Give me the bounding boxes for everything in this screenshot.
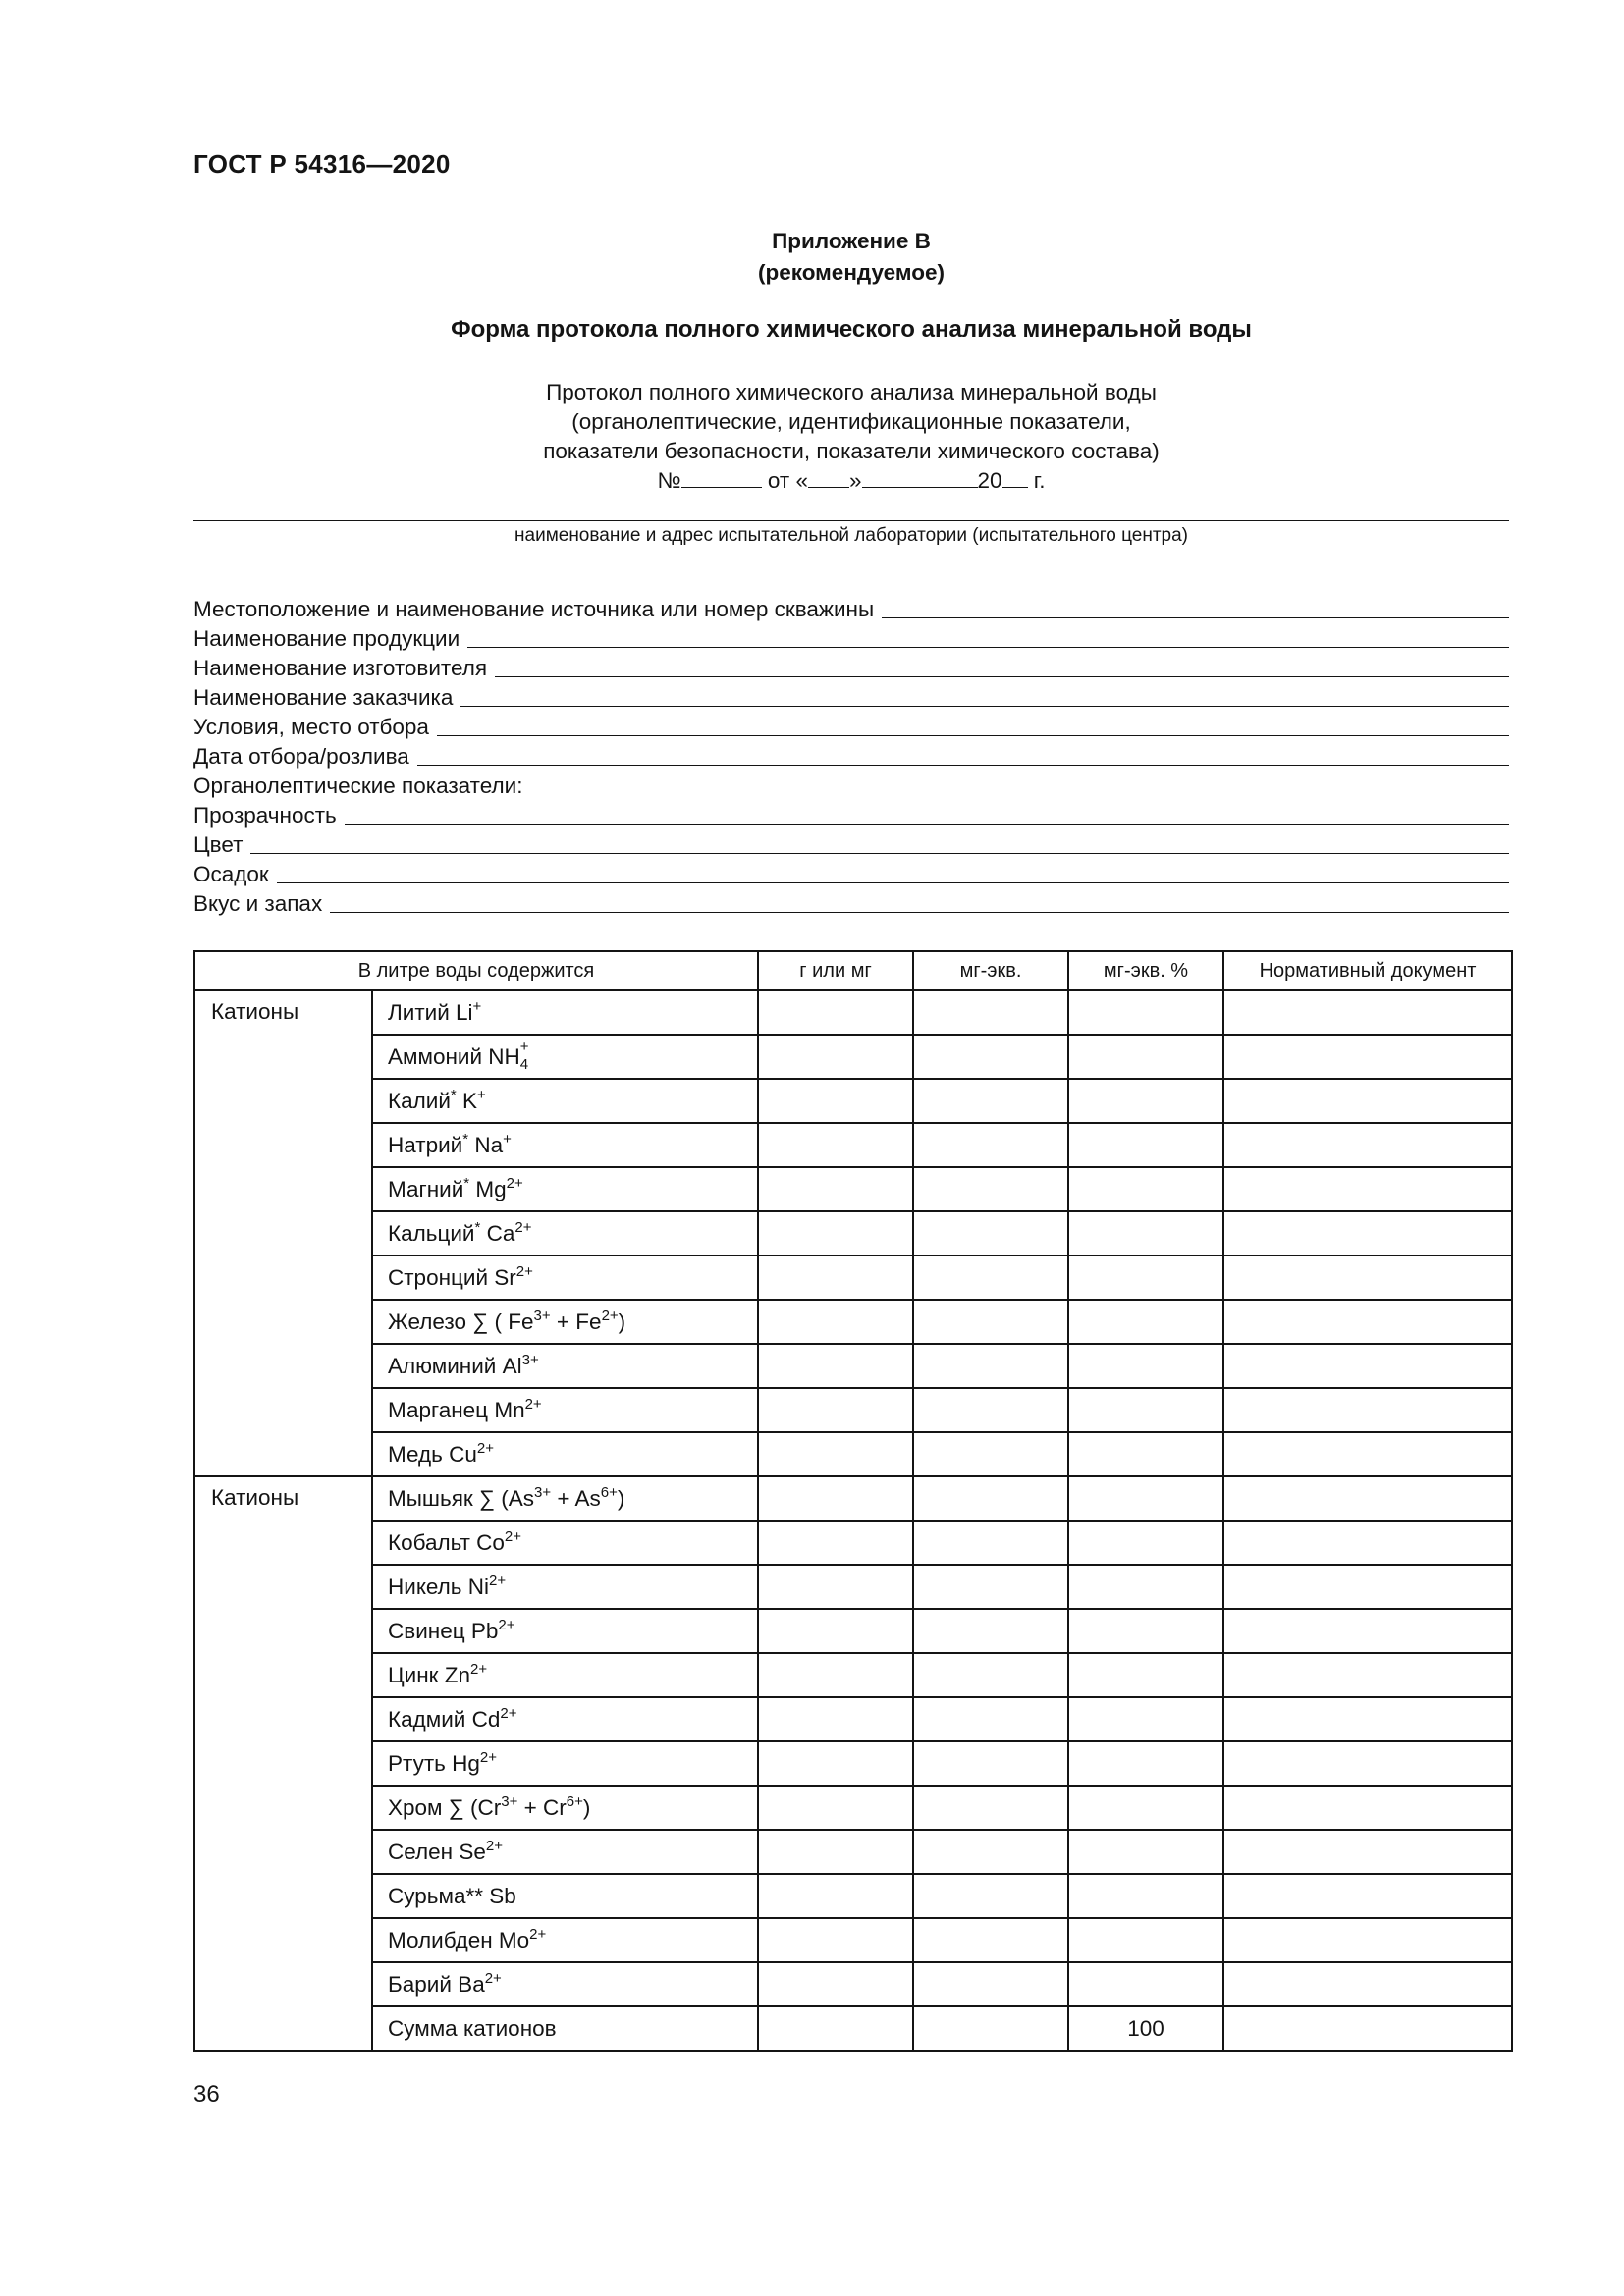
charge-superscript: 2+ [470, 1660, 488, 1678]
field-line[interactable] [882, 596, 1509, 618]
value-mass[interactable] [758, 1079, 913, 1123]
value-mass[interactable] [758, 1388, 913, 1432]
value-meq-percent[interactable] [1068, 1786, 1223, 1830]
value-mass[interactable] [758, 1035, 913, 1079]
value-normative-document[interactable] [1223, 2006, 1512, 2051]
charge-superscript: + [503, 1130, 512, 1148]
charge-superscript: 2+ [484, 1969, 502, 1987]
table-row [194, 1079, 1512, 1123]
substance-name [372, 1255, 758, 1300]
substance-label: Медь Cu [388, 1441, 477, 1467]
value-mass[interactable] [758, 1476, 913, 1521]
value-mass[interactable] [758, 1255, 913, 1300]
value-normative-document[interactable] [1223, 1521, 1512, 1565]
field-line[interactable] [467, 625, 1509, 648]
value-meq-percent[interactable] [1068, 1874, 1223, 1918]
year-blank[interactable] [1002, 467, 1028, 488]
value-meq[interactable] [913, 1388, 1068, 1432]
charge-superscript: 2+ [500, 1704, 517, 1722]
ion-symbol: + Fe [550, 1308, 602, 1334]
organoleptic-heading [193, 771, 1509, 800]
table-row [194, 1962, 1512, 2006]
value-mass[interactable] [758, 1653, 913, 1697]
footnote-mark: * [450, 1086, 457, 1103]
table-row [194, 1123, 1512, 1167]
substance-name [372, 1741, 758, 1786]
substance-name [372, 1521, 758, 1565]
substance-name [372, 1962, 758, 2006]
substance-label: Сурьма** Sb [388, 1883, 516, 1908]
substance-name [372, 1565, 758, 1609]
day-blank[interactable] [808, 467, 849, 488]
protocol-heading [193, 378, 1509, 496]
substance-label: Хром ∑ (Cr [388, 1794, 502, 1820]
substance-label: Литий Li [388, 999, 473, 1025]
charge-superscript: 3+ [534, 1483, 552, 1501]
value-normative-document[interactable] [1223, 1388, 1512, 1432]
substance-label: Железо ∑ ( Fe [388, 1308, 534, 1334]
value-mass[interactable] [758, 1300, 913, 1344]
ion-symbol: + As [551, 1485, 601, 1511]
value-meq-percent[interactable] [1068, 1255, 1223, 1300]
value-mass[interactable] [758, 1123, 913, 1167]
value-normative-document[interactable] [1223, 1565, 1512, 1609]
value-meq[interactable] [913, 1565, 1068, 1609]
ion-charge [519, 1038, 532, 1073]
value-meq-percent[interactable] [1068, 1035, 1223, 1079]
value-meq-percent[interactable] [1068, 1432, 1223, 1476]
substance-name [372, 1653, 758, 1697]
form-fields [193, 594, 1509, 918]
value-meq-percent[interactable] [1068, 1167, 1223, 1211]
value-normative-document[interactable] [1223, 1476, 1512, 1521]
sum-meq-percent: 100 [1068, 2006, 1223, 2051]
value-meq[interactable] [913, 1167, 1068, 1211]
protocol-line-1: Протокол полного химического анализа минеральной воды [546, 380, 1157, 404]
number-blank[interactable] [681, 467, 762, 488]
substance-label: Барий Ba [388, 1971, 485, 1997]
value-meq-percent[interactable] [1068, 1123, 1223, 1167]
substance-label: Кадмий Cd [388, 1706, 501, 1732]
value-normative-document[interactable] [1223, 1123, 1512, 1167]
group-label: Катионы [194, 990, 372, 1476]
bracket: ) [617, 1485, 625, 1511]
value-meq[interactable] [913, 1344, 1068, 1388]
value-normative-document[interactable] [1223, 1830, 1512, 1874]
ion-symbol: + Cr [517, 1794, 567, 1820]
field-sampling-date[interactable] [193, 741, 1509, 771]
value-mass[interactable] [758, 2006, 913, 2051]
ion-symbol: Na [468, 1132, 504, 1157]
value-mass[interactable] [758, 990, 913, 1035]
value-meq[interactable] [913, 1211, 1068, 1255]
charge-superscript: 3+ [501, 1792, 518, 1810]
header-content: В литре воды содержится [194, 951, 758, 990]
date-from-label: от « [767, 468, 808, 493]
substance-name [372, 1786, 758, 1830]
table-row [194, 1344, 1512, 1388]
value-mass[interactable] [758, 1962, 913, 2006]
value-meq[interactable] [913, 1255, 1068, 1300]
substance-label: Стронций Sr [388, 1264, 516, 1290]
substance-label: Свинец Pb [388, 1618, 499, 1643]
field-transparency[interactable] [193, 800, 1509, 829]
substance-name [372, 1697, 758, 1741]
table-row [194, 1521, 1512, 1565]
protocol-line-2: (органолептические, идентификационные показатели, [571, 409, 1131, 434]
footnote-mark: * [463, 1174, 470, 1192]
charge-superscript: + [477, 1086, 486, 1103]
field-customer[interactable] [193, 682, 1509, 712]
year-prefix: 20 [977, 468, 1002, 493]
charge-superscript: 6+ [566, 1792, 583, 1810]
value-meq[interactable] [913, 1035, 1068, 1079]
table-row [194, 1167, 1512, 1211]
header-normative-document: Нормативный документ [1223, 951, 1512, 990]
substance-name [372, 1035, 758, 1079]
value-mass[interactable] [758, 1167, 913, 1211]
value-normative-document[interactable] [1223, 1167, 1512, 1211]
charge-superscript: 2+ [601, 1307, 619, 1324]
lab-name-line[interactable] [193, 520, 1509, 521]
table-header-row [194, 951, 1512, 990]
month-blank[interactable] [862, 467, 978, 488]
field-line[interactable] [345, 802, 1509, 825]
substance-name [372, 1874, 758, 1918]
value-mass[interactable] [758, 1697, 913, 1741]
charge-superscript: 2+ [506, 1174, 523, 1192]
field-sampling-conditions[interactable] [193, 712, 1509, 741]
value-mass[interactable] [758, 1609, 913, 1653]
value-meq-percent[interactable] [1068, 1211, 1223, 1255]
field-label: Местоположение и наименование источника или номер скважины [193, 597, 875, 621]
substance-label: Натрий [388, 1132, 463, 1157]
appendix-heading [193, 226, 1509, 289]
value-meq[interactable] [913, 1830, 1068, 1874]
field-label: Прозрачность [193, 803, 337, 828]
value-normative-document[interactable] [1223, 1962, 1512, 2006]
value-mass[interactable] [758, 1211, 913, 1255]
sum-label: Сумма катионов [372, 2006, 758, 2051]
table-row [194, 1918, 1512, 1962]
charge-superscript: 2+ [489, 1572, 507, 1589]
protocol-line-3: показатели безопасности, показатели химического состава) [543, 439, 1160, 463]
field-line[interactable] [437, 714, 1509, 736]
field-label: Наименование заказчика [193, 685, 454, 710]
value-mass[interactable] [758, 1918, 913, 1962]
table-row [194, 1786, 1512, 1830]
substance-label: Ртуть Hg [388, 1750, 480, 1776]
value-mass[interactable] [758, 1830, 913, 1874]
charge-superscript: 3+ [521, 1351, 539, 1368]
field-line[interactable] [250, 831, 1509, 854]
field-source[interactable] [193, 594, 1509, 623]
bracket: ) [618, 1308, 626, 1334]
table-row [194, 1609, 1512, 1653]
value-meq-percent[interactable] [1068, 1918, 1223, 1962]
value-mass[interactable] [758, 1741, 913, 1786]
value-normative-document[interactable] [1223, 1653, 1512, 1697]
value-meq[interactable] [913, 1697, 1068, 1741]
value-mass[interactable] [758, 1874, 913, 1918]
substance-label: Калий [388, 1088, 451, 1113]
field-label: Осадок [193, 862, 269, 886]
value-meq[interactable] [913, 1874, 1068, 1918]
value-meq-percent[interactable] [1068, 1344, 1223, 1388]
value-meq[interactable] [913, 1962, 1068, 2006]
substance-name [372, 1344, 758, 1388]
value-normative-document[interactable] [1223, 1786, 1512, 1830]
header-meq-percent: мг-экв. % [1068, 951, 1223, 990]
substance-name [372, 1432, 758, 1476]
value-normative-document[interactable] [1223, 990, 1512, 1035]
value-meq[interactable] [913, 990, 1068, 1035]
table-row [194, 1255, 1512, 1300]
value-normative-document[interactable] [1223, 1300, 1512, 1344]
substance-name [372, 1918, 758, 1962]
table-row [194, 1432, 1512, 1476]
table-row [194, 1653, 1512, 1697]
form-title: Форма протокола полного химического анализа минеральной воды [451, 316, 1252, 343]
document-code: ГОСТ Р 54316—2020 [193, 149, 451, 179]
protocol-number-line [193, 466, 1509, 496]
ion-symbol: Ca [480, 1220, 515, 1246]
value-meq[interactable] [913, 1609, 1068, 1653]
footnote-mark: * [462, 1130, 469, 1148]
field-line[interactable] [330, 890, 1509, 913]
value-normative-document[interactable] [1223, 1211, 1512, 1255]
substance-name [372, 1300, 758, 1344]
field-label: Цвет [193, 832, 244, 857]
charge-superscript: 2+ [479, 1748, 497, 1766]
value-normative-document[interactable] [1223, 1255, 1512, 1300]
value-meq-percent[interactable] [1068, 1300, 1223, 1344]
substance-label: Алюминий Al [388, 1353, 522, 1378]
value-mass[interactable] [758, 1432, 913, 1476]
value-meq[interactable] [913, 1123, 1068, 1167]
value-normative-document[interactable] [1223, 1741, 1512, 1786]
value-meq-percent[interactable] [1068, 1741, 1223, 1786]
value-meq-percent[interactable] [1068, 1476, 1223, 1521]
charge-superscript: 2+ [515, 1262, 533, 1280]
ion-symbol: K [456, 1088, 477, 1113]
table-row [194, 1830, 1512, 1874]
number-sign: № [657, 468, 681, 493]
value-meq-percent[interactable] [1068, 1388, 1223, 1432]
appendix-title: Приложение В [772, 229, 931, 253]
value-meq[interactable] [913, 1476, 1068, 1521]
value-meq[interactable] [913, 1786, 1068, 1830]
charge-superscript: 3+ [533, 1307, 551, 1324]
table-row [194, 1565, 1512, 1609]
charge-superscript: 2+ [514, 1218, 532, 1236]
substance-label: Селен Se [388, 1839, 486, 1864]
count-subscript: 4 [519, 1055, 529, 1073]
field-line[interactable] [277, 861, 1509, 883]
value-normative-document[interactable] [1223, 1432, 1512, 1476]
field-manufacturer[interactable] [193, 653, 1509, 682]
value-meq[interactable] [913, 1521, 1068, 1565]
value-mass[interactable] [758, 1786, 913, 1830]
field-taste-smell[interactable] [193, 888, 1509, 918]
value-mass[interactable] [758, 1565, 913, 1609]
substance-name [372, 1476, 758, 1521]
value-meq[interactable] [913, 1300, 1068, 1344]
year-suffix: г. [1033, 468, 1046, 493]
charge-superscript: 2+ [485, 1837, 503, 1854]
page-number: 36 [193, 2081, 220, 2108]
value-meq-percent[interactable] [1068, 1079, 1223, 1123]
field-label: Наименование продукции [193, 626, 460, 651]
header-mass: г или мг [758, 951, 913, 990]
value-meq-percent[interactable] [1068, 1521, 1223, 1565]
field-color[interactable] [193, 829, 1509, 859]
charge-superscript: 2+ [529, 1925, 547, 1943]
field-label: Вкус и запах [193, 891, 323, 916]
value-normative-document[interactable] [1223, 1344, 1512, 1388]
charge-superscript: + [519, 1038, 529, 1055]
substance-label: Аммоний NH [388, 1043, 520, 1069]
substance-label: Магний [388, 1176, 464, 1201]
value-meq[interactable] [913, 1653, 1068, 1697]
value-normative-document[interactable] [1223, 1079, 1512, 1123]
value-meq-percent[interactable] [1068, 1697, 1223, 1741]
table-row [194, 1741, 1512, 1786]
value-meq[interactable] [913, 1079, 1068, 1123]
substance-name [372, 1388, 758, 1432]
value-meq-percent[interactable] [1068, 1653, 1223, 1697]
field-line[interactable] [417, 743, 1509, 766]
value-normative-document[interactable] [1223, 1874, 1512, 1918]
charge-superscript: + [472, 997, 482, 1015]
substance-label: Цинк Zn [388, 1662, 470, 1687]
table-row [194, 990, 1512, 1035]
value-meq-percent[interactable] [1068, 1830, 1223, 1874]
field-label: Наименование изготовителя [193, 656, 488, 680]
footnote-mark: * [474, 1218, 481, 1236]
field-label: Органолептические показатели: [193, 774, 523, 798]
value-normative-document[interactable] [1223, 1918, 1512, 1962]
group-label: Катионы [194, 1476, 372, 2051]
substance-label: Никель Ni [388, 1574, 490, 1599]
substance-label: Молибден Mo [388, 1927, 530, 1952]
table-row [194, 1697, 1512, 1741]
value-meq[interactable] [913, 1918, 1068, 1962]
value-normative-document[interactable] [1223, 1697, 1512, 1741]
field-product[interactable] [193, 623, 1509, 653]
substance-name [372, 1609, 758, 1653]
value-meq-percent[interactable] [1068, 1609, 1223, 1653]
date-quote: » [848, 468, 862, 493]
table-row [194, 1300, 1512, 1344]
substance-name [372, 1211, 758, 1255]
substance-label: Кальций [388, 1220, 475, 1246]
charge-superscript: 2+ [524, 1395, 542, 1413]
field-sediment[interactable] [193, 859, 1509, 888]
ion-symbol: Mg [469, 1176, 507, 1201]
value-meq-percent[interactable] [1068, 1565, 1223, 1609]
table-row [194, 1476, 1512, 1521]
appendix-status: (рекомендуемое) [758, 260, 945, 285]
value-meq[interactable] [913, 2006, 1068, 2051]
substance-name [372, 1830, 758, 1874]
lab-caption: наименование и адрес испытательной лаборатории (испытательного центра) [514, 525, 1188, 546]
value-normative-document[interactable] [1223, 1609, 1512, 1653]
substance-label: Кобальт Co [388, 1529, 505, 1555]
substance-name [372, 1167, 758, 1211]
substance-name [372, 1123, 758, 1167]
value-mass[interactable] [758, 1344, 913, 1388]
value-meq[interactable] [913, 1741, 1068, 1786]
value-mass[interactable] [758, 1521, 913, 1565]
table-row [194, 1035, 1512, 1079]
substance-name [372, 1079, 758, 1123]
substance-name [372, 990, 758, 1035]
sum-row [194, 2006, 1512, 2051]
field-line[interactable] [460, 684, 1509, 707]
header-meq: мг-экв. [913, 951, 1068, 990]
table-body [194, 990, 1512, 2051]
charge-superscript: 2+ [498, 1616, 515, 1633]
field-label: Условия, место отбора [193, 715, 429, 739]
table-row [194, 1874, 1512, 1918]
value-normative-document[interactable] [1223, 1035, 1512, 1079]
analysis-table [193, 950, 1513, 2052]
table-row [194, 1388, 1512, 1432]
substance-label: Марганец Mn [388, 1397, 525, 1422]
charge-superscript: 6+ [600, 1483, 618, 1501]
table-row [194, 1211, 1512, 1255]
charge-superscript: 2+ [476, 1439, 494, 1457]
value-meq-percent[interactable] [1068, 990, 1223, 1035]
substance-label: Мышьяк ∑ (As [388, 1485, 535, 1511]
bracket: ) [582, 1794, 591, 1820]
charge-superscript: 2+ [504, 1527, 522, 1545]
field-line[interactable] [495, 655, 1509, 677]
value-meq-percent[interactable] [1068, 1962, 1223, 2006]
value-meq[interactable] [913, 1432, 1068, 1476]
field-label: Дата отбора/розлива [193, 744, 409, 769]
